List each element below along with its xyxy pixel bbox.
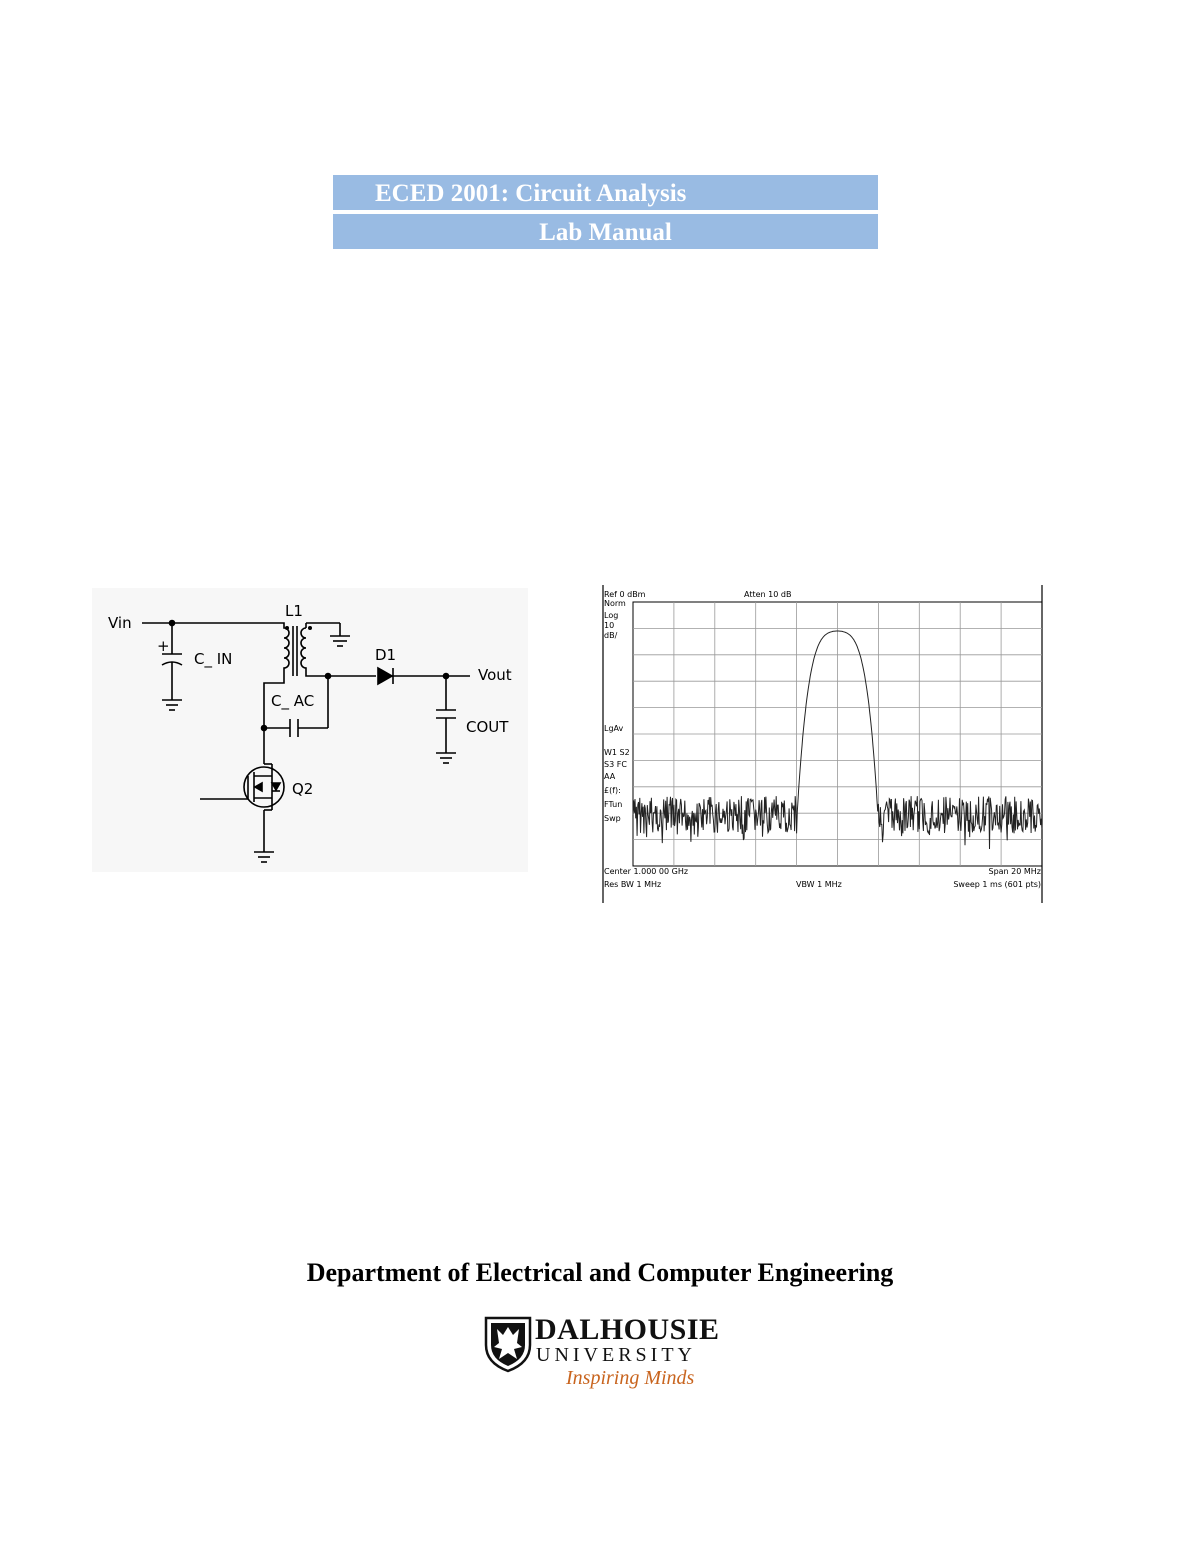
side-label: AA — [604, 772, 616, 781]
side-label: Swp — [604, 814, 621, 823]
logo-name: DALHOUSIE — [535, 1313, 720, 1346]
dalhousie-logo — [483, 1313, 720, 1393]
vin-label: Vin — [108, 614, 132, 632]
vbw-label: VBW 1 MHz — [796, 880, 842, 889]
title-band-course — [333, 175, 878, 210]
ref-level-label: Ref 0 dBm — [604, 590, 646, 599]
course-title: ECED 2001: Circuit Analysis — [375, 180, 687, 207]
c-ac-label: C_ AC — [271, 692, 315, 710]
department-name: Department of Electrical and Computer Engineering — [306, 1258, 894, 1287]
sweep-label: Sweep 1 ms (601 pts) — [953, 880, 1041, 889]
side-label: £(f): — [604, 786, 621, 795]
logo-tagline: Inspiring Minds — [566, 1367, 695, 1389]
spectrum-analyzer-plot — [598, 583, 1046, 905]
cout-label: COUT — [466, 718, 509, 736]
side-label: LgAv — [604, 724, 624, 733]
atten-label: Atten 10 dB — [744, 590, 792, 599]
side-label: FTun — [604, 800, 623, 809]
side-label: Norm — [604, 599, 626, 608]
side-labels — [604, 599, 630, 823]
side-label: dB/ — [604, 631, 618, 640]
flyback-schematic — [92, 588, 528, 872]
l1-label: L1 — [285, 602, 303, 620]
q2-label: Q2 — [292, 780, 314, 798]
span-label: Span 20 MHz — [988, 867, 1041, 876]
title-band-manual — [333, 214, 878, 249]
c-in-label: C_ IN — [194, 650, 233, 668]
manual-title: Lab Manual — [539, 219, 672, 246]
side-label: S3 FC — [604, 760, 627, 769]
vout-label: Vout — [478, 666, 512, 684]
side-label: 10 — [604, 621, 615, 630]
logo-university: UNIVERSITY — [536, 1344, 696, 1366]
crest-icon — [483, 1315, 533, 1373]
d1-label: D1 — [375, 646, 397, 664]
center-freq-label: Center 1.000 00 GHz — [604, 867, 689, 876]
plus-sign: + — [157, 637, 170, 655]
side-label: Log — [604, 611, 619, 620]
res-bw-label: Res BW 1 MHz — [604, 880, 662, 889]
side-label: W1 S2 — [604, 748, 630, 757]
